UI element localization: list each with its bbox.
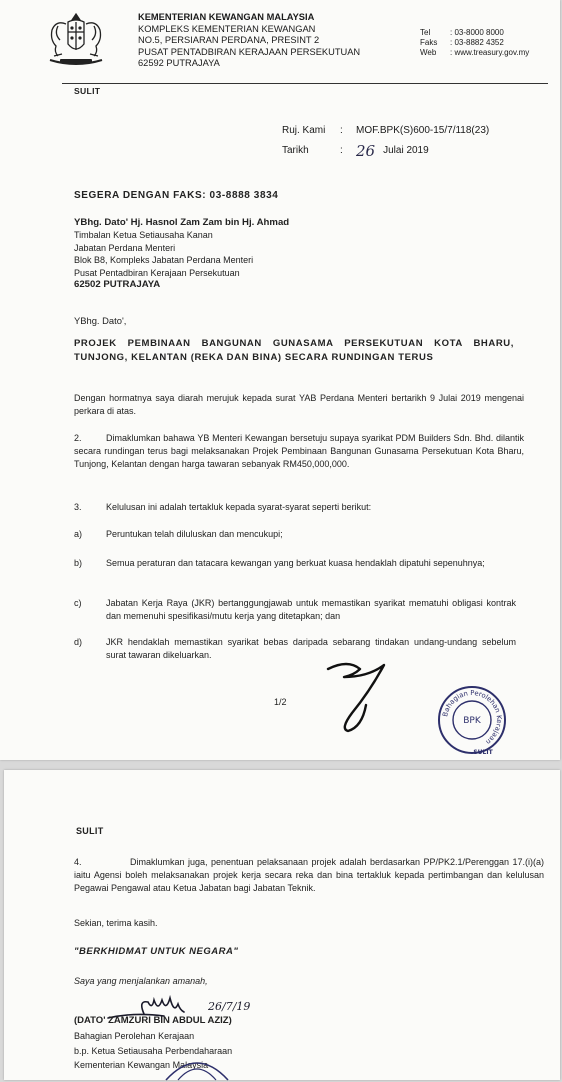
stamp-center-text: BPK — [463, 716, 481, 726]
trust-line: Saya yang menjalankan amanah, — [74, 976, 208, 986]
contact-tel: Tel : 03-8000 8000 — [420, 28, 504, 37]
ministry-address — [138, 12, 360, 70]
signatory-line: Kementerian Kewangan Malaysia — [74, 1060, 209, 1071]
classification-label: SULIT — [74, 86, 101, 96]
stamp-ring-text: Bahagian Perolehan Kerajaan — [441, 688, 504, 747]
ministry-name: KEMENTERIAN KEWANGAN MALAYSIA — [138, 12, 315, 22]
motto: "BERKHIDMAT UNTUK NEGARA" — [74, 946, 239, 957]
urgent-fax-line: SEGERA DENGAN FAKS: 03-8888 3834 — [74, 190, 279, 201]
classification-label: SULIT — [76, 826, 104, 836]
recipient-name: YBhg. Dato' Hj. Hasnol Zam Zam bin Hj. Ahmad — [74, 217, 290, 228]
reference-date: Tarikh : 26 Julai 2019 — [282, 142, 429, 160]
partial-stamp-icon — [162, 1052, 232, 1082]
handwritten-day: 26 — [356, 142, 376, 160]
paragraph-2: 2. Dimaklumkan bahawa YB Menteri Kewangan bersetuju supaya syarikat PDM Builders Sdn. Bhd. dilantik secara rundingan terus bagi melaksanakan Projek Pembinaan Bangunan Gunasama Persekutuan Kota Bharu, Tunjong, Kelantan dengan harga tawaran sebanyak RM450,000,000. — [74, 433, 524, 469]
reference-number: Ruj. Kami : MOF.BPK(S)600-15/7/118(23) — [282, 125, 490, 136]
coat-of-arms-icon — [42, 10, 110, 72]
header-divider — [62, 83, 548, 84]
recipient-line: Blok B8, Kompleks Jabatan Perdana Menteri — [74, 255, 254, 266]
initials-signature-icon — [318, 655, 398, 737]
signatory-line: Bahagian Perolehan Kerajaan — [74, 1031, 195, 1041]
closing-line: Sekian, terima kasih. — [74, 918, 158, 928]
salutation: YBhg. Dato', — [74, 315, 127, 326]
ministry-address-line: 62592 PUTRAJAYA — [138, 58, 220, 69]
stamp-mark-text: SULIT — [473, 749, 493, 756]
reference-block — [282, 121, 489, 161]
ministry-address-line: NO.5, PERSIARAN PERDANA, PRESINT 2 — [138, 35, 320, 46]
recipient-address — [74, 217, 289, 291]
signatory-line: b.p. Ketua Setiausaha Perbendaharaan — [74, 1045, 233, 1056]
paragraph-1: Dengan hormatnya saya diarah merujuk kepada surat YAB Perdana Menteri bertarikh 9 Julai 2019 mengenai perkara di atas. — [74, 393, 524, 416]
contact-block — [420, 28, 529, 59]
paragraph-4: 4. Dimaklumkan juga, penentuan pelaksanaan projek adalah berdasarkan PP/PK2.1/Perenggan 17.(i)(a) iaitu Agensi boleh melaksanakan projek kerja secara reka dan bina tertakluk kepada pertimbangan dan kelulusan Pegawai Pengawal atau Ketua Jabatan bagi Jabatan Teknik. — [74, 857, 544, 893]
ministry-address-line: PUSAT PENTADBIRAN KERAJAAN PERSEKUTUAN — [138, 46, 361, 57]
letter-page-2 — [4, 770, 560, 1080]
condition-item: d) JKR hendaklah memastikan syarikat bebas daripada sebarang tindakan undang-undang sebelum surat tawaran dikeluarkan. — [74, 637, 516, 660]
signature-date: 26/7/19 — [208, 1000, 251, 1013]
page-number: 1/2 — [274, 697, 287, 707]
contact-web: Web : www.treasury.gov.my — [420, 48, 530, 58]
signatory-name: (DATO' ZAMZURI BIN ABDUL AZIZ) — [74, 1015, 232, 1026]
ministry-address-line: KOMPLEKS KEMENTERIAN KEWANGAN — [138, 23, 316, 34]
condition-item: a) Peruntukan telah diluluskan dan mencukupi; — [74, 529, 283, 539]
condition-item: b) Semua peraturan dan tatacara kewangan yang berkuat kuasa hendaklah dipatuhi sepenuhnya; — [74, 558, 485, 568]
recipient-line: Timbalan Ketua Setiausaha Kanan — [74, 230, 213, 241]
bpk-stamp-icon — [436, 684, 508, 756]
contact-fax: Faks : 03-8882 4352 — [420, 38, 504, 48]
subject-heading: PROJEK PEMBINAAN BANGUNAN GUNASAMA PERSEKUTUAN KOTA BHARU, TUNJONG, KELANTAN (REKA DAN BINA) SECARA RUNDINGAN TERUS — [74, 338, 514, 364]
condition-item: c) Jabatan Kerja Raya (JKR) bertanggungjawab untuk memastikan syarikat mematuhi obligasi kontrak dan memenuhi spesifikasi/mutu kerja yang ditetapkan; dan — [74, 598, 516, 621]
recipient-line: Jabatan Perdana Menteri — [74, 242, 176, 253]
paragraph-3: 3. Kelulusan ini adalah tertakluk kepada syarat-syarat seperti berikut: — [74, 502, 372, 512]
recipient-postcode: 62502 PUTRAJAYA — [74, 279, 161, 291]
recipient-line: Pusat Pentadbiran Kerajaan Persekutuan — [74, 267, 240, 278]
